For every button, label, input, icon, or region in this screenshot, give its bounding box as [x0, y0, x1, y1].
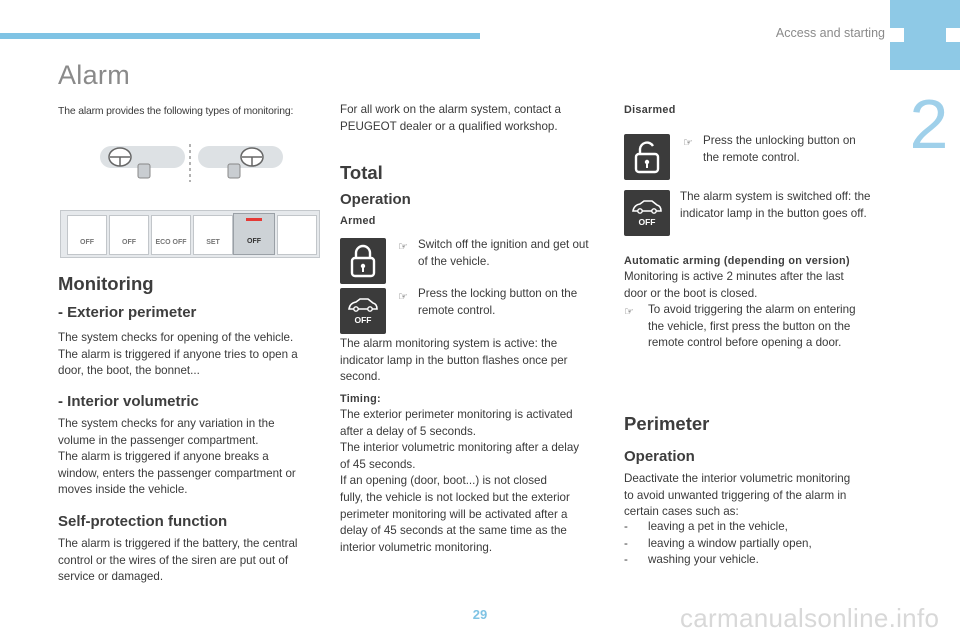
- automatic-arming-text: Monitoring is active 2 minutes after the last door or the boot is closed.: [624, 270, 844, 300]
- armed-step-2: Press the locking button on the remote control.: [418, 287, 578, 317]
- total-heading: Total: [340, 162, 383, 183]
- bullet-icon: ☞: [398, 241, 408, 253]
- console-button-1: OFF: [67, 215, 107, 255]
- header-accent-bar: [0, 33, 480, 39]
- timing-text: The exterior perimeter monitoring is activated after a delay of 5 seconds. The interior volumetric monitoring after a delay of 45 seconds. If an opening (door, boot...) is not closed fully, the vehicle is not locked but the exterior perimeter monitoring will be activated after a delay of 45 seconds at the same time as the interior volumetric monitoring.: [340, 408, 580, 554]
- lock-button-icon: [340, 238, 386, 284]
- dealer-text: For all work on the alarm system, contact a PEUGEOT dealer or a qualified workshop.: [340, 103, 562, 133]
- console-button-6: [277, 215, 317, 255]
- perimeter-text: Deactivate the interior volumetric monitoring to avoid unwanted triggering of the alarm in certain cases such as:: [624, 472, 851, 519]
- disarmed-step: Press the unlocking button on the remote control.: [703, 134, 856, 164]
- monitoring-heading: Monitoring: [58, 273, 154, 294]
- bullet-icon: ☞: [624, 306, 634, 318]
- interior-heading: - Interior volumetric: [58, 393, 199, 410]
- disarmed-heading: Disarmed: [624, 104, 676, 116]
- list-item: - leaving a pet in the vehicle,: [624, 520, 788, 533]
- exterior-heading: - Exterior perimeter: [58, 304, 197, 321]
- chapter-tab-notch-left: [890, 28, 904, 42]
- perimeter-heading: Perimeter: [624, 413, 710, 434]
- page-title: Alarm: [58, 60, 131, 90]
- timing-heading: Timing:: [340, 393, 381, 405]
- list-item: - washing your vehicle.: [624, 553, 759, 567]
- armed-step-1: Switch off the ignition and get out of the vehicle.: [418, 238, 589, 268]
- exterior-text: The system checks for opening of the vehicle. The alarm is triggered if anyone tries to open a door, the boot, the bonnet...: [58, 331, 298, 378]
- selfprotection-text: The alarm is triggered if the battery, the central control or the wires of the siren are put out of service or damaged.: [58, 537, 298, 584]
- page-number: 29: [472, 607, 488, 622]
- ceiling-sensor-illustration: [100, 140, 350, 186]
- perimeter-operation-heading: Operation: [624, 448, 695, 465]
- console-buttons-illustration: [60, 210, 320, 258]
- selfprotection-heading: Self-protection function: [58, 513, 228, 530]
- chapter-number: 2: [909, 85, 949, 163]
- chapter-tab-notch-right: [946, 28, 960, 42]
- bullet-icon: ☞: [398, 291, 408, 303]
- operation-heading: Operation: [340, 191, 411, 208]
- automatic-arming-heading: Automatic arming (depending on version): [624, 255, 850, 267]
- alarm-off-button-icon: OFF: [624, 190, 670, 236]
- console-button-alarm: OFF: [233, 213, 275, 255]
- interior-text: The system checks for any variation in the volume in the passenger compartment. The alarm is triggered if anyone breaks a window, enters the passenger compartment or moves inside the vehicle.: [58, 417, 296, 497]
- console-button-3: ECO OFF: [151, 215, 191, 255]
- automatic-arming-step: To avoid triggering the alarm on entering the vehicle, first press the button on the remote control before opening a door.: [648, 303, 856, 350]
- console-button-4: SET: [193, 215, 233, 255]
- unlock-button-icon: [624, 134, 670, 180]
- watermark: carmanualsonline.info: [680, 603, 940, 633]
- console-button-2: OFF: [109, 215, 149, 255]
- list-item: - leaving a window partially open,: [624, 536, 812, 550]
- perimeter-cases-list: [624, 519, 894, 569]
- alarm-active-text: The alarm monitoring system is active: the indicator lamp in the button flashes once per second.: [340, 337, 568, 384]
- alarm-off-button-icon: OFF: [340, 288, 386, 334]
- intro-text: The alarm provides the following types of monitoring:: [58, 106, 294, 117]
- bullet-icon: ☞: [683, 137, 693, 149]
- switched-off-text: The alarm system is switched off: the indicator lamp in the button goes off.: [680, 190, 871, 220]
- chapter-label: Access and starting: [775, 26, 885, 40]
- armed-heading: Armed: [340, 215, 376, 227]
